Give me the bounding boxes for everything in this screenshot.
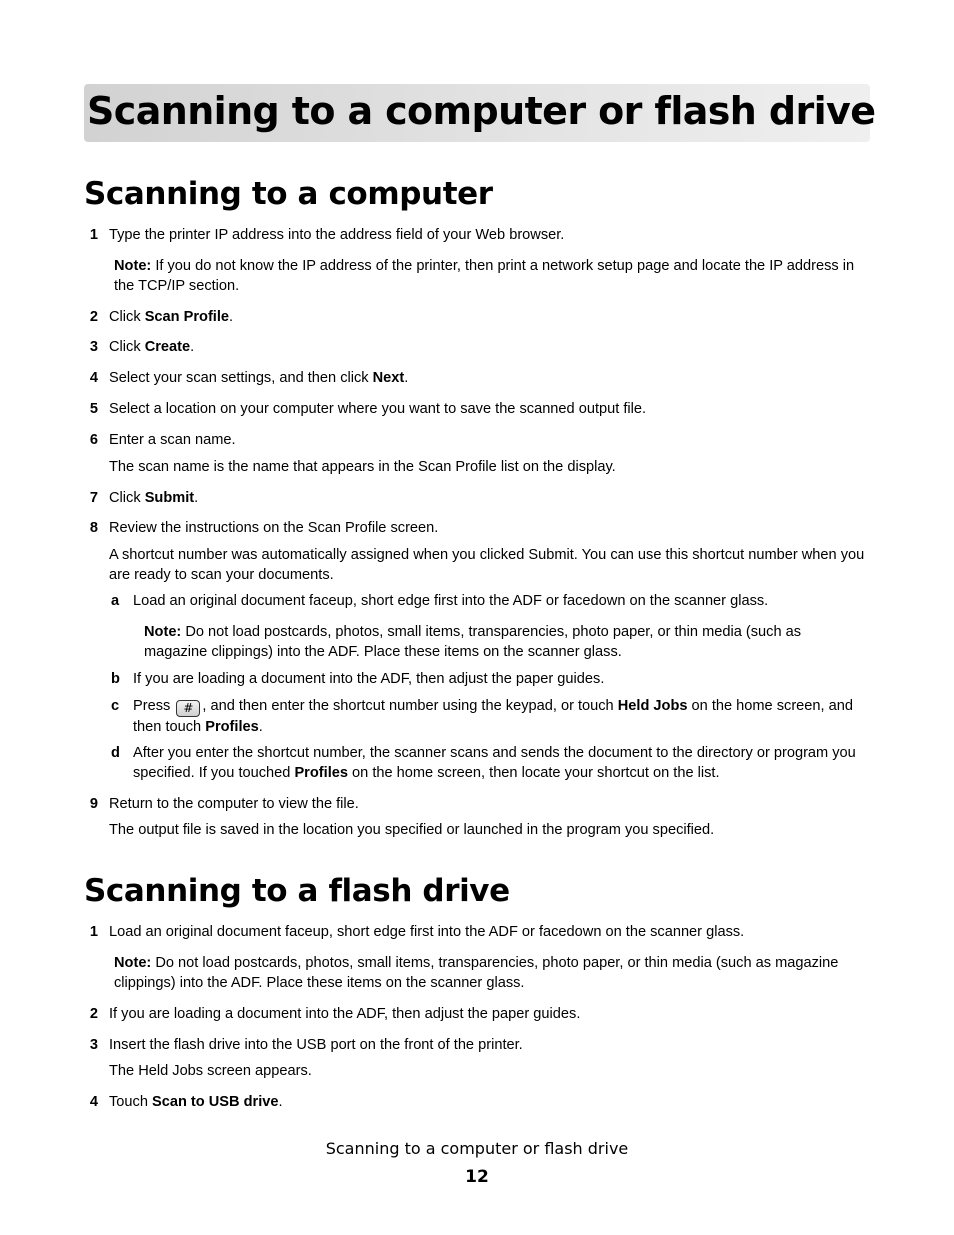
step-number: 5 bbox=[89, 401, 98, 417]
step-text: Select your scan settings, and then click Next. bbox=[109, 370, 409, 386]
step-number: 7 bbox=[89, 490, 98, 506]
step-text: Return to the computer to view the file. bbox=[109, 796, 359, 812]
page-title-banner bbox=[84, 84, 876, 142]
substep-letter: d bbox=[111, 745, 120, 761]
note bbox=[144, 622, 864, 662]
step-text: Click Create. bbox=[109, 339, 195, 355]
step-text: Click Submit. bbox=[109, 490, 199, 506]
step-number: 6 bbox=[89, 432, 98, 448]
note bbox=[114, 953, 874, 993]
note-text: Do not load postcards, photos, small items, transparencies, photo paper, or thin media (such as magazine clippings) into the ADF. Place these items on the scanner glass. bbox=[114, 955, 839, 991]
step-text: Type the printer IP address into the address field of your Web browser. bbox=[109, 227, 565, 243]
hash-key-icon: # bbox=[176, 700, 200, 717]
step-number: 4 bbox=[89, 370, 98, 386]
step-text: Select a location on your computer where you want to save the scanned output file. bbox=[109, 401, 647, 417]
step-number: 1 bbox=[89, 227, 98, 243]
note bbox=[114, 256, 874, 296]
step-number: 3 bbox=[89, 1037, 98, 1053]
substep-letter: a bbox=[111, 593, 120, 609]
ui-term: Submit bbox=[144, 490, 195, 506]
step-number: 2 bbox=[89, 1006, 98, 1022]
step-text: Insert the flash drive into the USB port on the front of the printer. bbox=[109, 1037, 523, 1053]
substep-text: Load an original document faceup, short edge first into the ADF or facedown on the scanner glass. bbox=[133, 593, 769, 609]
substep-text: If you are loading a document into the ADF, then adjust the paper guides. bbox=[133, 671, 605, 687]
step-text: Touch Scan to USB drive. bbox=[109, 1094, 283, 1110]
step-detail: The scan name is the name that appears in the Scan Profile list on the display. bbox=[109, 459, 616, 475]
step-text: Review the instructions on the Scan Profile screen. bbox=[109, 520, 439, 536]
ui-term: Create bbox=[144, 339, 191, 355]
step-detail: The Held Jobs screen appears. bbox=[109, 1063, 312, 1079]
substep-letter: c bbox=[111, 698, 120, 714]
step-number: 1 bbox=[89, 924, 98, 940]
step-number: 8 bbox=[89, 520, 98, 536]
ui-term: Profiles bbox=[294, 765, 348, 781]
footer-title: Scanning to a computer or flash drive bbox=[325, 1139, 629, 1158]
ui-term: Scan to USB drive bbox=[152, 1094, 279, 1110]
step-number: 4 bbox=[89, 1094, 98, 1110]
note-label: Note: bbox=[114, 955, 152, 971]
step-number: 9 bbox=[89, 796, 98, 812]
ui-term: Held Jobs bbox=[617, 698, 688, 714]
section-heading-computer: Scanning to a computer bbox=[84, 176, 493, 212]
section-heading-flash-drive: Scanning to a flash drive bbox=[84, 873, 510, 909]
step-number: 2 bbox=[89, 309, 98, 325]
substep-text: After you enter the shortcut number, the scanner scans and sends the document to the directory or program you specified. If you touched Profiles on the home screen, then locate your shortcut on the list. bbox=[133, 745, 856, 781]
ui-term: Profiles bbox=[205, 719, 259, 735]
ui-term: Next bbox=[372, 370, 405, 386]
step-text: If you are loading a document into the ADF, then adjust the paper guides. bbox=[109, 1006, 581, 1022]
note-text: If you do not know the IP address of the printer, then print a network setup page and locate the IP address in the TCP/IP section. bbox=[114, 258, 855, 294]
step-number: 3 bbox=[89, 339, 98, 355]
substep-text: Press # , and then enter the shortcut number using the keypad, or touch Held Jobs on the home screen, and then touch Profiles. bbox=[133, 698, 853, 735]
note-text: Do not load postcards, photos, small items, transparencies, photo paper, or thin media (such as magazine clippings) into the ADF. Place these items on the scanner glass. bbox=[144, 624, 802, 660]
step-detail: A shortcut number was automatically assigned when you clicked Submit. You can use this shortcut number when you are ready to scan your documents. bbox=[109, 547, 865, 583]
page-number: 12 bbox=[465, 1167, 489, 1187]
step-text: Click Scan Profile. bbox=[109, 309, 234, 325]
substep-letter: b bbox=[111, 671, 120, 687]
note-label: Note: bbox=[114, 258, 152, 274]
step-text: Load an original document faceup, short edge first into the ADF or facedown on the scanner glass. bbox=[109, 924, 745, 940]
ui-term: Scan Profile bbox=[144, 309, 230, 325]
step-text: Enter a scan name. bbox=[109, 432, 236, 448]
step-detail: The output file is saved in the location you specified or launched in the program you specified. bbox=[109, 822, 715, 838]
note-label: Note: bbox=[144, 624, 182, 640]
page-title: Scanning to a computer or flash drive bbox=[87, 89, 876, 133]
